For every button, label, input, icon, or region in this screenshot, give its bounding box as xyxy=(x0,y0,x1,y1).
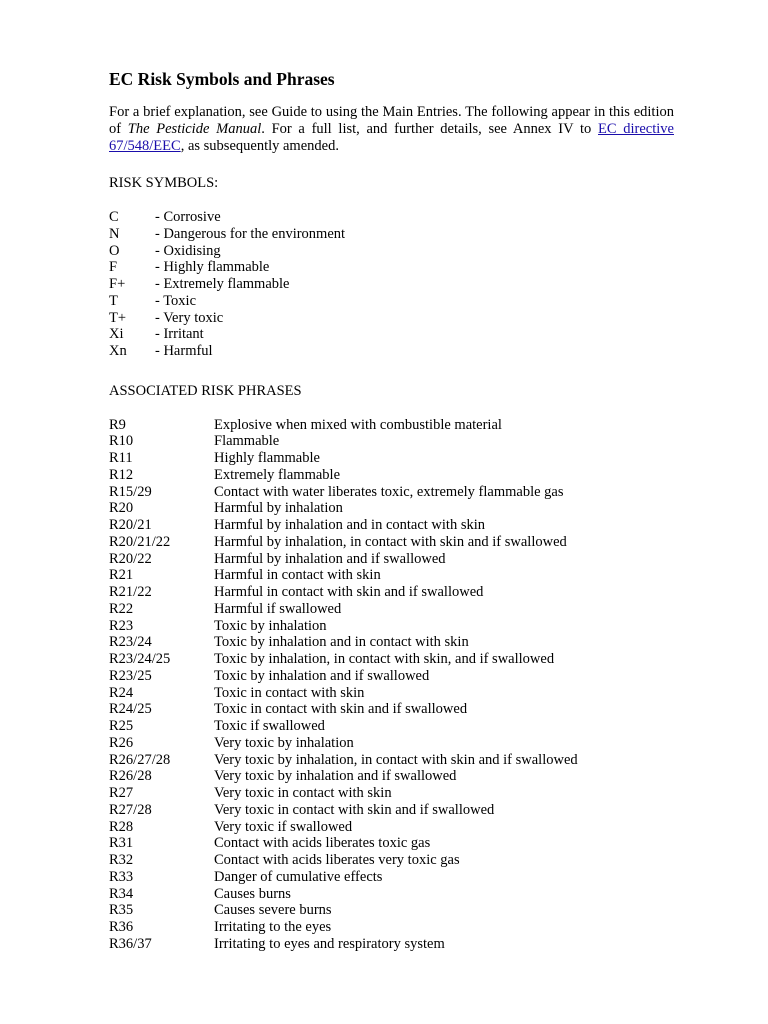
risk-phrases-list xyxy=(109,417,674,953)
risk-phrase-row xyxy=(109,936,674,953)
risk-phrase-row xyxy=(109,685,674,702)
risk-phrase-row-description: Irritating to the eyes xyxy=(214,919,332,936)
risk-symbol-row-code: T xyxy=(109,292,118,309)
risk-phrase-row-code: R20/21 xyxy=(109,517,152,534)
risk-phrase-row-description: Very toxic by inhalation, in contact with skin and if swallowed xyxy=(214,751,578,768)
risk-phrase-row-code: R23/24 xyxy=(109,634,152,651)
risk-phrase-row-description: Toxic by inhalation, in contact with skin, and if swallowed xyxy=(214,651,555,668)
risk-phrase-row xyxy=(109,802,674,819)
risk-symbol-row xyxy=(109,293,674,310)
risk-symbol-row-code: F xyxy=(109,259,118,276)
risk-phrase-row-code: R10 xyxy=(109,433,134,450)
risk-symbol-row xyxy=(109,326,674,343)
risk-phrase-row-code: R36/37 xyxy=(109,935,152,952)
risk-phrase-row-description: Flammable xyxy=(214,433,280,450)
risk-phrase-row-description: Toxic by inhalation and in contact with skin xyxy=(214,634,469,651)
risk-phrase-row-code: R31 xyxy=(109,835,134,852)
risk-phrases-heading: ASSOCIATED RISK PHRASES xyxy=(109,382,302,399)
risk-phrase-row-description: Harmful if swallowed xyxy=(214,600,342,617)
risk-phrase-row-code: R20 xyxy=(109,500,134,517)
document-page xyxy=(109,68,674,953)
risk-symbol-row xyxy=(109,310,674,327)
risk-symbol-row-description: - Extremely flammable xyxy=(155,276,290,293)
risk-phrase-row xyxy=(109,701,674,718)
ec-directive-link[interactable]: EC directive 67/548/EEC xyxy=(109,120,674,154)
risk-symbol-row-description: - Very toxic xyxy=(155,309,224,326)
risk-phrase-row-description: Very toxic in contact with skin and if swallowed xyxy=(214,801,495,818)
risk-phrase-row-description: Contact with acids liberates toxic gas xyxy=(214,835,431,852)
intro-text-start: For a brief explanation, see Guide to using the Main Entries. The following appear in this edition of xyxy=(109,104,674,137)
risk-symbol-row-description: - Oxidising xyxy=(155,242,221,259)
risk-phrase-row-description: Harmful by inhalation xyxy=(214,500,343,517)
intro-text-end: , as subsequently amended. xyxy=(180,137,339,154)
risk-phrase-row-description: Very toxic by inhalation xyxy=(214,734,354,751)
risk-phrase-row-code: R25 xyxy=(109,718,134,735)
risk-phrase-row xyxy=(109,601,674,618)
risk-symbol-row xyxy=(109,259,674,276)
risk-symbol-row xyxy=(109,209,674,226)
risk-phrase-row xyxy=(109,919,674,936)
risk-phrase-row-code: R28 xyxy=(109,818,134,835)
risk-symbol-row-description: - Dangerous for the environment xyxy=(155,225,346,242)
risk-symbol-row-description: - Corrosive xyxy=(155,209,221,226)
risk-phrase-row-description: Toxic in contact with skin xyxy=(214,684,365,701)
risk-phrase-row xyxy=(109,551,674,568)
risk-phrase-row-code: R32 xyxy=(109,852,134,869)
risk-phrase-row xyxy=(109,634,674,651)
risk-phrase-row-description: Toxic in contact with skin and if swallowed xyxy=(214,701,468,718)
risk-phrase-row-code: R22 xyxy=(109,600,134,617)
risk-phrase-row-code: R23/24/25 xyxy=(109,651,171,668)
risk-symbol-row xyxy=(109,243,674,260)
risk-phrase-row xyxy=(109,467,674,484)
risk-symbol-row-code: F+ xyxy=(109,276,126,293)
risk-phrase-row-description: Very toxic if swallowed xyxy=(214,818,353,835)
page-title: EC Risk Symbols and Phrases xyxy=(109,69,335,89)
risk-phrase-row-code: R20/21/22 xyxy=(109,533,171,550)
risk-phrase-row xyxy=(109,768,674,785)
risk-phrase-row xyxy=(109,584,674,601)
risk-phrase-row-code: R35 xyxy=(109,902,134,919)
risk-symbol-row-code: Xn xyxy=(109,343,127,360)
risk-symbol-row-description: - Toxic xyxy=(155,292,197,309)
risk-phrase-row xyxy=(109,668,674,685)
risk-phrase-row-description: Harmful by inhalation and in contact with skin xyxy=(214,517,486,534)
risk-phrase-row xyxy=(109,752,674,769)
risk-symbol-row-code: O xyxy=(109,242,120,259)
risk-symbols-list xyxy=(109,209,674,360)
risk-phrase-row-description: Contact with acids liberates very toxic gas xyxy=(214,852,460,869)
risk-phrase-row-code: R26/28 xyxy=(109,768,152,785)
risk-phrase-row-code: R24/25 xyxy=(109,701,152,718)
risk-symbol-row xyxy=(109,226,674,243)
risk-symbol-row xyxy=(109,276,674,293)
risk-phrase-row-code: R24 xyxy=(109,684,134,701)
risk-phrase-row-code: R21/22 xyxy=(109,584,152,601)
risk-phrase-row-description: Very toxic by inhalation and if swallowed xyxy=(214,768,457,785)
risk-symbol-row xyxy=(109,343,674,360)
risk-phrase-row-description: Harmful in contact with skin and if swallowed xyxy=(214,584,484,601)
risk-phrase-row-code: R12 xyxy=(109,466,134,483)
risk-phrase-row-description: Harmful in contact with skin xyxy=(214,567,381,584)
risk-symbol-row-code: C xyxy=(109,209,119,226)
risk-phrase-row-code: R26/27/28 xyxy=(109,751,171,768)
risk-symbol-row-code: T+ xyxy=(109,309,127,326)
risk-symbol-row-code: Xi xyxy=(109,326,124,343)
risk-symbols-heading: RISK SYMBOLS: xyxy=(109,175,219,192)
risk-phrase-row-description: Toxic by inhalation xyxy=(214,617,327,634)
risk-phrase-row xyxy=(109,450,674,467)
risk-phrase-row-description: Irritating to eyes and respiratory system xyxy=(214,935,445,952)
risk-phrase-row-description: Extremely flammable xyxy=(214,466,341,483)
risk-phrase-row-code: R23 xyxy=(109,617,134,634)
risk-phrase-row-code: R21 xyxy=(109,567,134,584)
risk-symbol-row-description: - Harmful xyxy=(155,343,213,360)
risk-phrase-row xyxy=(109,735,674,752)
risk-phrase-row xyxy=(109,517,674,534)
risk-symbol-row-description: - Irritant xyxy=(155,326,204,343)
risk-phrase-row xyxy=(109,902,674,919)
risk-phrase-row-description: Causes burns xyxy=(214,885,291,902)
risk-phrase-row-code: R26 xyxy=(109,734,134,751)
risk-phrase-row-code: R11 xyxy=(109,450,133,467)
risk-phrase-row xyxy=(109,618,674,635)
risk-phrase-row-code: R34 xyxy=(109,885,134,902)
risk-phrase-row-code: R15/29 xyxy=(109,483,152,500)
risk-phrase-row xyxy=(109,417,674,434)
risk-phrase-row-description: Contact with water liberates toxic, extremely flammable gas xyxy=(214,483,564,500)
risk-phrase-row-code: R36 xyxy=(109,919,134,936)
risk-phrase-row-code: R23/25 xyxy=(109,667,152,684)
risk-phrase-row-description: Toxic if swallowed xyxy=(214,718,325,735)
risk-phrase-row xyxy=(109,567,674,584)
intro-text-middle: . For a full list, and further details, see Annex IV to xyxy=(261,120,599,137)
risk-phrase-row xyxy=(109,433,674,450)
risk-phrase-row-description: Harmful by inhalation and if swallowed xyxy=(214,550,446,567)
risk-phrase-row-description: Very toxic in contact with skin xyxy=(214,785,392,802)
risk-phrase-row-description: Explosive when mixed with combustible material xyxy=(214,416,502,433)
risk-phrase-row-description: Danger of cumulative effects xyxy=(214,868,383,885)
risk-phrase-row xyxy=(109,835,674,852)
risk-phrase-row xyxy=(109,886,674,903)
risk-phrase-row xyxy=(109,651,674,668)
risk-phrase-row-code: R33 xyxy=(109,868,134,885)
risk-phrase-row-description: Toxic by inhalation and if swallowed xyxy=(214,667,430,684)
risk-phrase-row-code: R27 xyxy=(109,785,134,802)
risk-phrase-row-code: R20/22 xyxy=(109,550,152,567)
risk-phrase-row-description: Highly flammable xyxy=(214,450,320,467)
risk-phrase-row xyxy=(109,718,674,735)
risk-phrase-row xyxy=(109,869,674,886)
risk-phrase-row-description: Harmful by inhalation, in contact with skin and if swallowed xyxy=(214,533,567,550)
intro-paragraph xyxy=(109,104,674,154)
risk-phrase-row xyxy=(109,534,674,551)
book-title: The Pesticide Manual xyxy=(127,120,262,137)
risk-phrase-row xyxy=(109,819,674,836)
risk-symbol-row-code: N xyxy=(109,225,120,242)
risk-phrase-row-code: R9 xyxy=(109,416,126,433)
risk-phrase-row-code: R27/28 xyxy=(109,801,152,818)
risk-phrase-row xyxy=(109,785,674,802)
risk-phrase-row xyxy=(109,852,674,869)
risk-phrase-row-description: Causes severe burns xyxy=(214,902,332,919)
risk-symbol-row-description: - Highly flammable xyxy=(155,259,270,276)
risk-phrase-row xyxy=(109,484,674,501)
risk-phrase-row xyxy=(109,500,674,517)
